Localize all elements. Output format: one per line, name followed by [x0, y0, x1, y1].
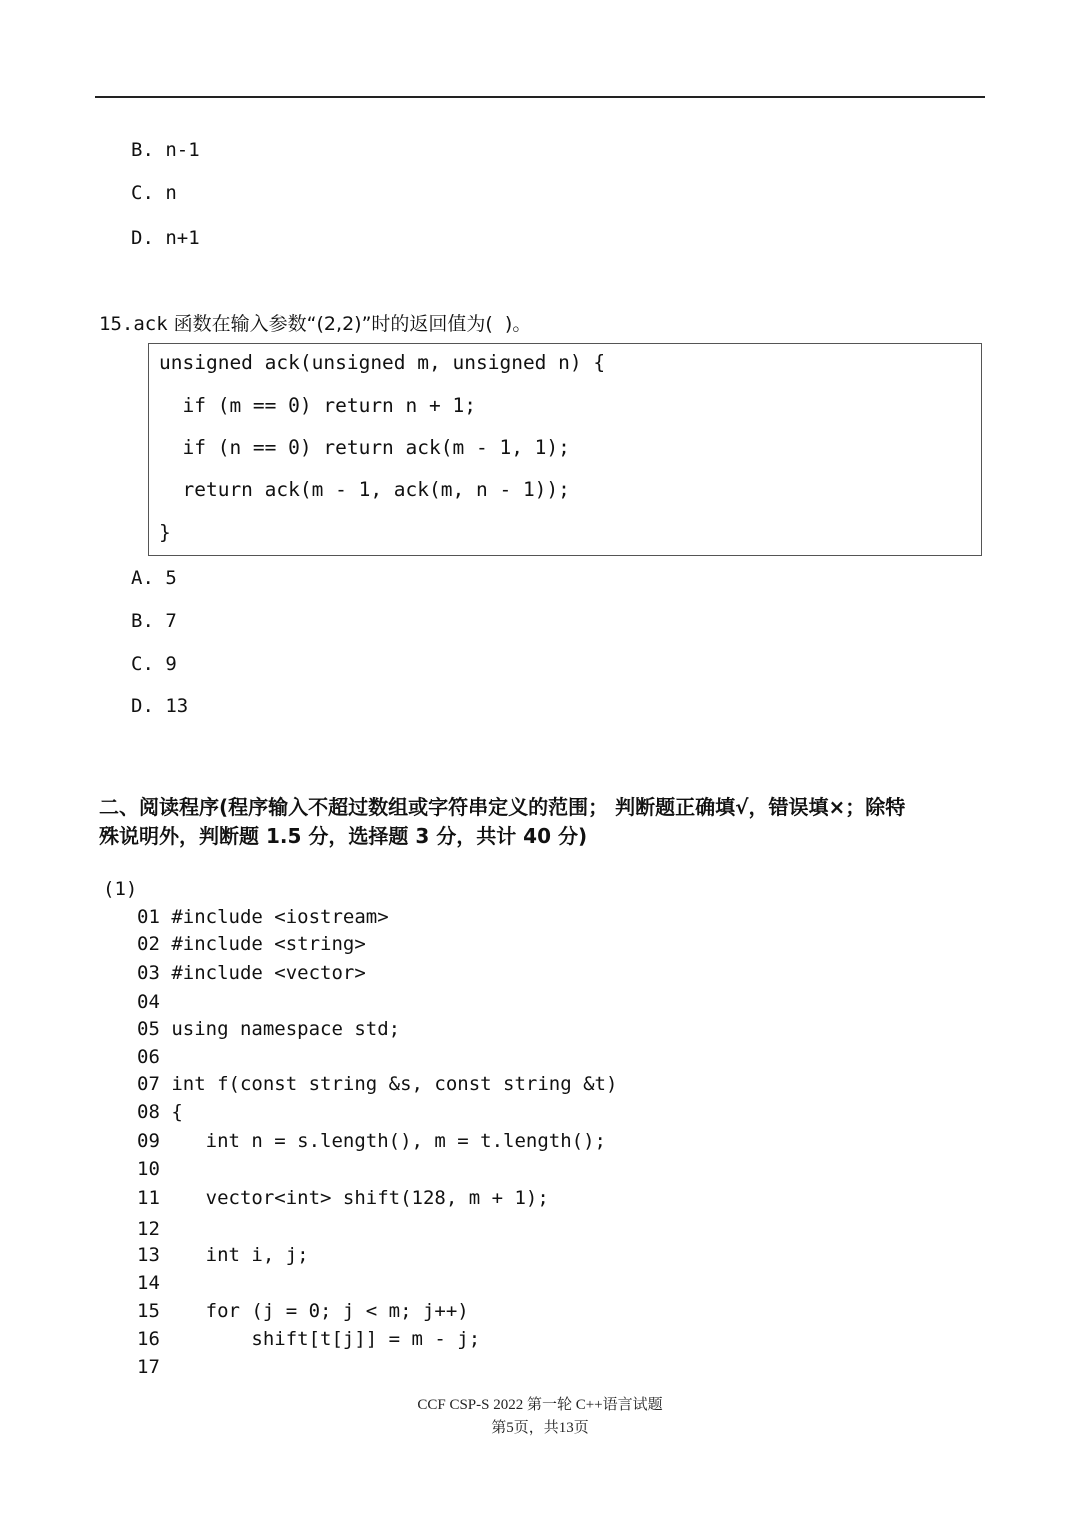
q15-code-box: [148, 343, 982, 556]
q15-code-line: }: [159, 521, 171, 544]
q15-code-line: if (m == 0) return n + 1;: [159, 394, 476, 417]
program-line: 13 int i, j;: [137, 1244, 309, 1266]
q15-option-d: D. 13: [131, 695, 189, 717]
footer-title: CCF CSP-S 2022 第一轮 C++语言试题: [417, 1397, 663, 1413]
program-line: 03 #include <vector>: [137, 962, 366, 984]
section-heading-line1: 二、阅读程序(程序输入不超过数组或字符串定义的范围； 判断题正确填√，错误填×；除特: [99, 795, 906, 819]
q15-code-line: unsigned ack(unsigned m, unsigned n) {: [159, 351, 606, 374]
program-line: 02 #include <string>: [137, 933, 366, 955]
q15-code-line: return ack(m - 1, ack(m, n - 1));: [159, 478, 570, 501]
q15-stem: 函数在输入参数“(2,2)”时的返回值为( )。: [167, 313, 532, 335]
program-line: 15 for (j = 0; j < m; j++): [137, 1300, 469, 1322]
q14-option-c: C. n: [131, 182, 177, 204]
q14-option-b: B. n-1: [131, 139, 200, 161]
program-line: 07 int f(const string &s, const string &t): [137, 1073, 618, 1095]
program-line: 11 vector<int> shift(128, m + 1);: [137, 1187, 549, 1209]
program-line: 04: [137, 991, 160, 1013]
header-rule: [95, 96, 985, 98]
program-line: 12: [137, 1218, 160, 1240]
q15-option-c: C. 9: [131, 653, 177, 675]
program-line: 01 #include <iostream>: [137, 906, 389, 928]
footer-page-number: 第5页，共13页: [491, 1420, 589, 1436]
program-line: 09 int n = s.length(), m = t.length();: [137, 1130, 606, 1152]
q15-code-line: if (n == 0) return ack(m - 1, 1);: [159, 436, 570, 459]
q15-option-b: B. 7: [131, 610, 177, 632]
q15-number: 15.ack: [99, 313, 168, 335]
program-line: 06: [137, 1046, 160, 1068]
program-line: 08 {: [137, 1101, 183, 1123]
q15-option-a: A. 5: [131, 567, 177, 589]
program-line: 10: [137, 1158, 160, 1180]
q14-option-d: D. n+1: [131, 227, 200, 249]
program-label: (1): [103, 878, 138, 900]
section-heading-line2: 殊说明外，判断题 1.5 分，选择题 3 分，共计 40 分): [99, 824, 588, 848]
program-line: 16 shift[t[j]] = m - j;: [137, 1328, 481, 1350]
q15-question: [99, 309, 531, 336]
section-heading: [99, 793, 989, 851]
program-line: 17: [137, 1356, 160, 1378]
program-line: 14: [137, 1272, 160, 1294]
program-line: 05 using namespace std;: [137, 1018, 401, 1040]
